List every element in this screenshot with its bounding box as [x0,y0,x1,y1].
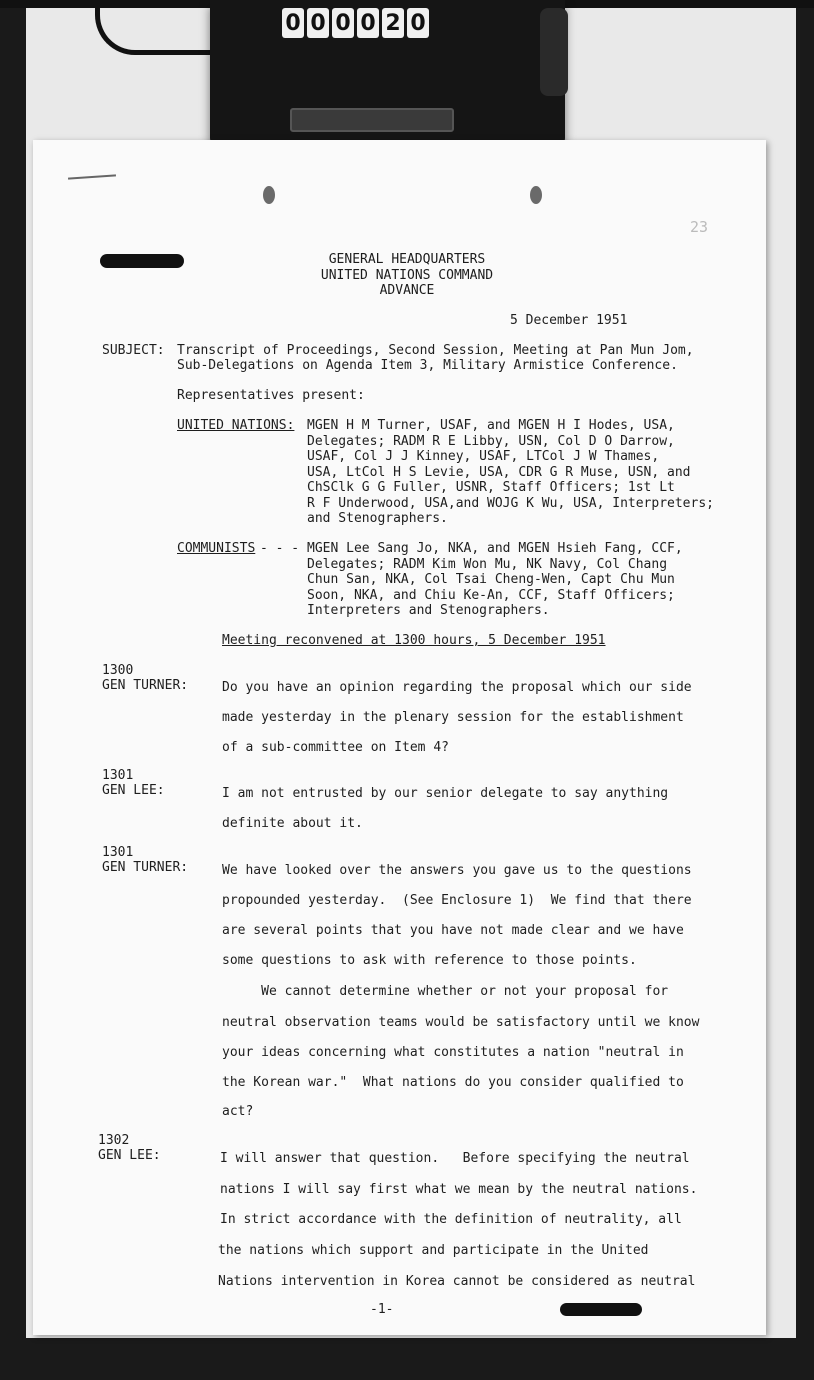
entry-line: made yesterday in the plenary session for the establishment [222,710,684,725]
document-date: 5 December 1951 [510,313,628,328]
punch-hole [263,186,275,204]
entry-speaker: GEN LEE: [102,783,165,798]
communists-label: COMMUNISTS [177,541,256,556]
entry-line: In strict accordance with the definition of neutrality, all [220,1212,682,1227]
entry-speaker: GEN LEE: [98,1148,161,1163]
redaction-mark [560,1303,642,1316]
un-line: R F Underwood, USA,and WOJG K Wu, USA, Interpreters; [307,496,714,511]
communists-line: MGEN Lee Sang Jo, NKA, and MGEN Hsieh Fang, CCF, [307,541,683,556]
page-number: -1- [370,1302,394,1317]
reconvened-heading: Meeting reconvened at 1300 hours, 5 December 1951 [222,633,606,648]
entry-time: 1302 [98,1133,130,1148]
un-line: and Stenographers. [307,511,448,526]
counter-plate [290,108,454,132]
subject-line: Transcript of Proceedings, Second Session, Meeting at Pan Mun Jom, [177,343,694,358]
counter-digit: 0 [357,8,379,38]
un-line: MGEN H M Turner, USAF, and MGEN H I Hodes, USA, [307,418,675,433]
entry-line: the nations which support and participate in the United [218,1243,649,1258]
communists-line: Interpreters and Stenographers. [307,603,550,618]
entry-time: 1301 [102,845,134,860]
entry-line: Do you have an opinion regarding the proposal which our side [222,680,692,695]
entry-line: neutral observation teams would be satisfactory until we know [222,1015,700,1030]
counter-digit: 0 [332,8,354,38]
entry-speaker: GEN TURNER: [102,860,189,875]
entry-line: We have looked over the answers you gave us to the questions [222,863,692,878]
entry-time: 1301 [102,768,134,783]
entry-line: act? [222,1104,254,1119]
entry-speaker: GEN TURNER: [102,678,189,693]
un-line: USAF, Col J J Kinney, USAF, LTCol J W Thames, [307,449,660,464]
un-line: Delegates; RADM R E Libby, USN, Col D O Darrow, [307,434,675,449]
entry-line: the Korean war." What nations do you consider qualified to [222,1075,684,1090]
counter-digit: 0 [282,8,304,38]
communists-line: Delegates; RADM Kim Won Mu, NK Navy, Col Chang [307,557,668,572]
communists-line: Soon, NKA, and Chiu Ke-An, CCF, Staff Officers; [307,588,675,603]
entry-line: are several points that you have not made clear and we have [222,923,684,938]
entry-line: We cannot determine whether or not your proposal for [222,984,669,999]
counter-cable [95,0,220,55]
subject-line: Sub-Delegations on Agenda Item 3, Military Armistice Conference. [177,358,678,373]
un-line: USA, LtCol H S Levie, USA, CDR G R Muse, USN, and [307,465,691,480]
communists-line: Chun San, NKA, Col Tsai Cheng-Wen, Capt Chu Mun [307,572,675,587]
frame-counter-digits [282,8,429,38]
entry-line: of a sub-committee on Item 4? [222,740,449,755]
entry-line: Nations intervention in Korea cannot be considered as neutral [218,1274,696,1289]
entry-time: 1300 [102,663,134,678]
counter-wheel [540,8,568,96]
counter-digit: 0 [407,8,429,38]
un-label: UNITED NATIONS: [177,418,295,433]
representatives-label: Representatives present: [177,388,365,403]
entry-line: nations I will say first what we mean by the neutral nations. [220,1182,698,1197]
entry-line: I will answer that question. Before specifying the neutral [220,1151,690,1166]
communists-dashes: - - - [260,541,300,556]
header-line-3: ADVANCE [379,283,435,298]
subject-label: SUBJECT: [102,343,165,358]
entry-line: propounded yesterday. (See Enclosure 1) We find that there [222,893,692,908]
un-line: ChSClk G G Fuller, USNR, Staff Officers; 1st Lt [307,480,675,495]
entry-line: I am not entrusted by our senior delegate to say anything [222,786,669,801]
header-line-2: UNITED NATIONS COMMAND [320,268,494,283]
punch-hole [530,186,542,204]
entry-line: some questions to ask with reference to those points. [222,953,637,968]
counter-digit: 0 [307,8,329,38]
entry-line: your ideas concerning what constitutes a nation "neutral in [222,1045,684,1060]
entry-line: definite about it. [222,816,363,831]
counter-digit: 2 [382,8,404,38]
corner-page-number: 23 [690,218,709,236]
header-line-1: GENERAL HEADQUARTERS [328,252,486,267]
